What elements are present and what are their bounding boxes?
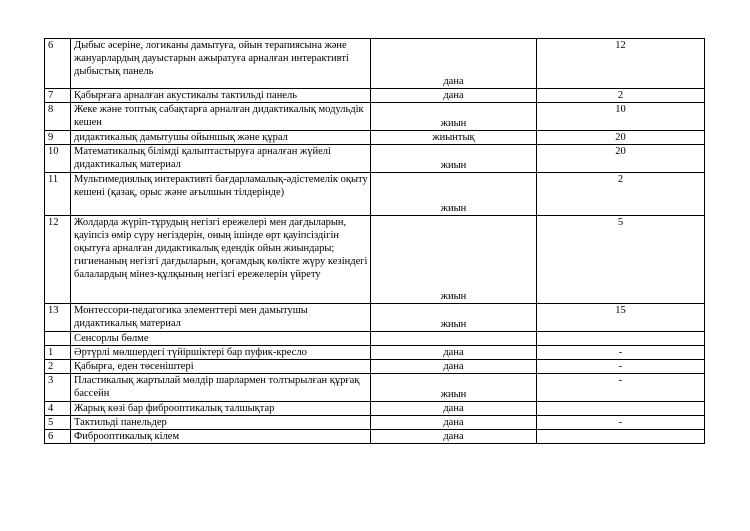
item-name: Жарық көзі бар фиброоптикалық талшықтар: [71, 402, 371, 416]
row-number: 7: [45, 89, 71, 103]
row-number: 1: [45, 346, 71, 360]
table-row: [45, 131, 705, 145]
section-row: [45, 332, 705, 346]
item-quantity: 2: [537, 173, 705, 216]
item-name: Қабырға, еден төсеніштері: [71, 360, 371, 374]
item-quantity: 12: [537, 39, 705, 89]
item-name: Жолдарда жүріп-тұрудың негізгі ережелері мен дағдыларын, қауіпсіз өмір сүру негіздерін, оның ішінде өрт қауіпсіздігін оқытуға арналған дидактикалық едендік ойын жиындары; гигиенаның негізгі дағдыларын, қоғамдық көлікте жүру кезіндегі балалардың мінез-құлқының негізгі ережелерін үйрету: [71, 216, 371, 304]
item-unit: дана: [371, 346, 537, 360]
row-number: 10: [45, 145, 71, 173]
item-unit: жиын: [371, 216, 537, 304]
row-number: 3: [45, 374, 71, 402]
item-quantity: 20: [537, 131, 705, 145]
item-unit: жиын: [371, 173, 537, 216]
item-name: Тактильді панельдер: [71, 416, 371, 430]
table-row: [45, 216, 705, 304]
item-name: Математикалық білімді қалыптастыруға арналған жүйелі дидактикалық материал: [71, 145, 371, 173]
item-unit: жиын: [371, 374, 537, 402]
equipment-table: [44, 38, 705, 444]
row-number: 11: [45, 173, 71, 216]
item-unit: жиын: [371, 304, 537, 332]
row-number: 5: [45, 416, 71, 430]
item-unit: жиын: [371, 103, 537, 131]
item-unit: дана: [371, 402, 537, 416]
item-quantity: -: [537, 360, 705, 374]
item-name: Дыбыс әсеріне, логиканы дамытуға, ойын терапиясына және жануарлардың дауыстарын ажыратуға арналған интерактивті дыбыстық панель: [71, 39, 371, 89]
item-quantity: 20: [537, 145, 705, 173]
item-unit: дана: [371, 416, 537, 430]
item-quantity: -: [537, 346, 705, 360]
item-unit: жиынтық: [371, 131, 537, 145]
table-row: [45, 173, 705, 216]
table-row: [45, 346, 705, 360]
item-name: Жеке және топтық сабақтарға арналған дидактикалық модульдік кешен: [71, 103, 371, 131]
item-quantity: 15: [537, 304, 705, 332]
table-row: [45, 430, 705, 444]
table-row: [45, 145, 705, 173]
item-unit: дана: [371, 39, 537, 89]
item-name: Фиброоптикалық кілем: [71, 430, 371, 444]
row-number: 2: [45, 360, 71, 374]
table-row: [45, 416, 705, 430]
row-number: 8: [45, 103, 71, 131]
item-name: Монтессори-педагогика элементтері мен дамытушы дидактикалық материал: [71, 304, 371, 332]
table-row: [45, 103, 705, 131]
item-name: Пластикалық жартылай мөлдір шарлармен толтырылған құрғақ бассейн: [71, 374, 371, 402]
item-quantity: [537, 430, 705, 444]
row-number: 9: [45, 131, 71, 145]
table-row: [45, 402, 705, 416]
item-quantity: 5: [537, 216, 705, 304]
item-unit: дана: [371, 89, 537, 103]
row-number: 12: [45, 216, 71, 304]
row-number: 6: [45, 430, 71, 444]
item-quantity: -: [537, 374, 705, 402]
item-quantity: 2: [537, 89, 705, 103]
table-row: [45, 374, 705, 402]
item-name: Мультимедиялық интерактивті бағдарламалық-әдістемелік оқыту кешені (қазақ, орыс және ағылшын тілдерінде): [71, 173, 371, 216]
item-unit: дана: [371, 430, 537, 444]
item-name: дидактикалық дамытушы ойыншық және құрал: [71, 131, 371, 145]
row-number: 4: [45, 402, 71, 416]
item-quantity: 10: [537, 103, 705, 131]
section-title: Сенсорлы бөлме: [71, 332, 371, 346]
item-name: Қабырғаға арналған акустикалы тактильді панель: [71, 89, 371, 103]
item-unit: жиын: [371, 145, 537, 173]
item-quantity: [537, 402, 705, 416]
table-row: [45, 360, 705, 374]
table-row: [45, 39, 705, 89]
row-number: 6: [45, 39, 71, 89]
table-row: [45, 304, 705, 332]
row-number: 13: [45, 304, 71, 332]
item-unit: дана: [371, 360, 537, 374]
item-name: Әртүрлі мөлшердегі түйіршіктері бар пуфик-кресло: [71, 346, 371, 360]
table-row: [45, 89, 705, 103]
item-quantity: -: [537, 416, 705, 430]
